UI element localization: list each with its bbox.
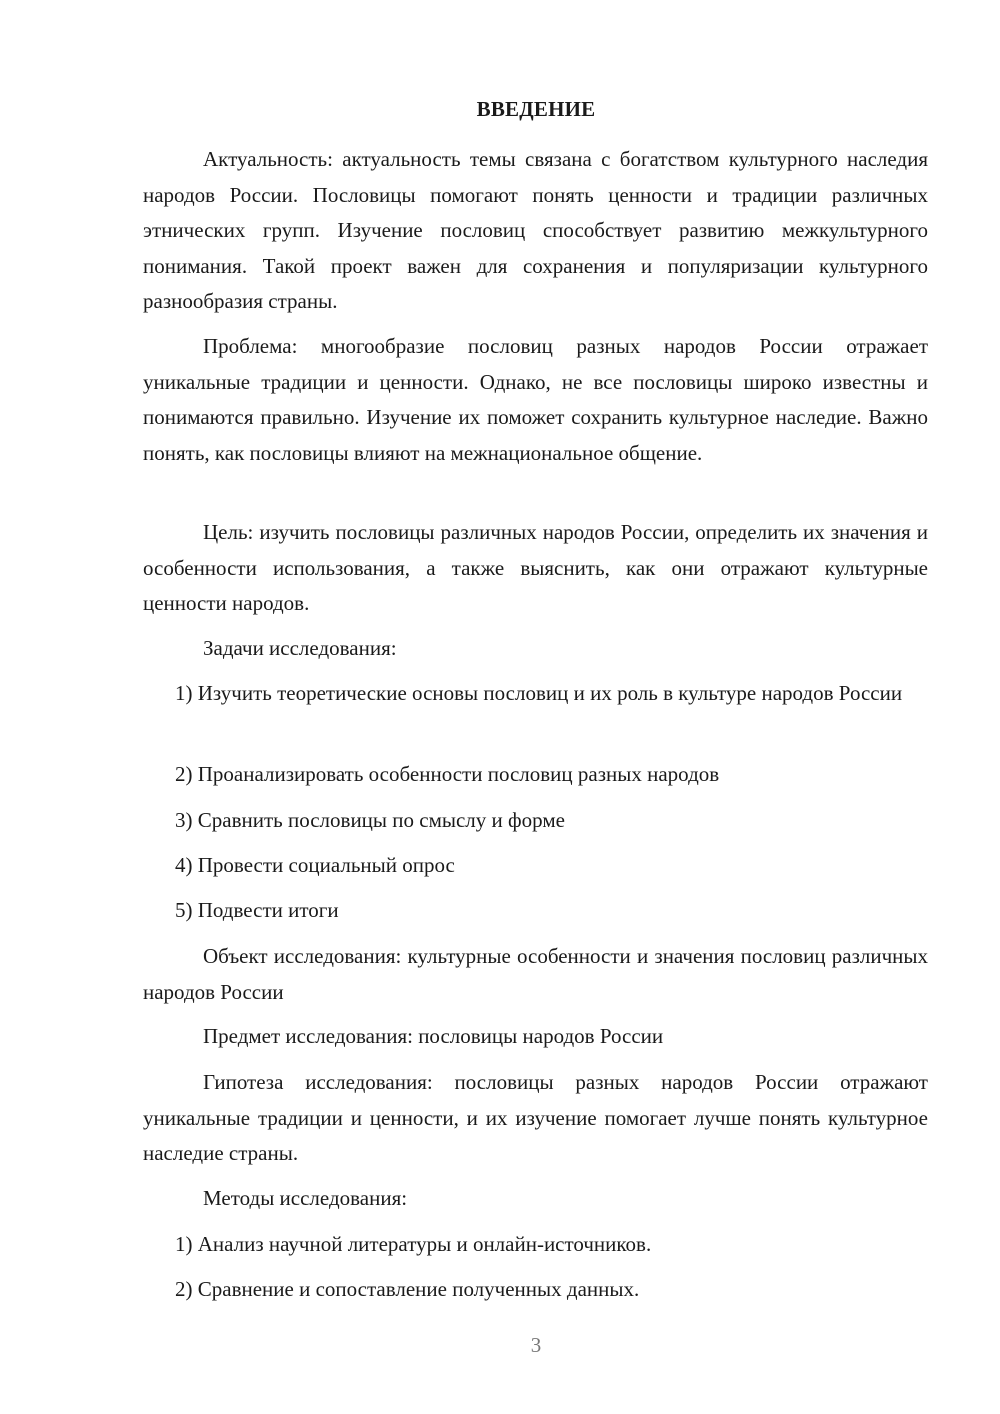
task-item-5: 5) Подвести итоги: [175, 898, 339, 922]
method-item-1: 1) Анализ научной литературы и онлайн-источников.: [175, 1232, 652, 1256]
methods-title: Методы исследования:: [203, 1186, 408, 1210]
task-item-1: 1) Изучить теоретические основы пословиц и их роль в культуре народов России: [175, 681, 903, 705]
paragraph-problem: Проблема: многообразие пословиц разных народов России отражает уникальные традиции и ценности. Однако, не все пословицы широко известны и понимаются правильно. Изучение их поможет сохранить культурное наследие. Важно понять, как пословицы влияют на межнациональное общение.: [143, 334, 928, 465]
paragraph-relevance: Актуальность: актуальность темы связана с богатством культурного наследия народов России. Пословицы помогают понять ценности и традиции различных этнических групп. Изучение пословиц способствует развитию межкультурного понимания. Такой проект важен для сохранения и популяризации культурного разнообразия страны.: [143, 147, 928, 314]
task-item-3: 3) Сравнить пословицы по смыслу и форме: [175, 808, 565, 832]
page-number: 3: [530, 1333, 542, 1357]
paragraph-object: Объект исследования: культурные особенности и значения пословиц различных народов России: [143, 944, 928, 1004]
task-item-4: 4) Провести социальный опрос: [175, 853, 455, 877]
paragraph-hypothesis: Гипотеза исследования: пословицы разных народов России отражают уникальные традиции и ценности, и их изучение помогает лучше понять культурное наследие страны.: [143, 1070, 928, 1166]
paragraph-goal: Цель: изучить пословицы различных народов России, определить их значения и особенности использования, а также выяснить, как они отражают культурные ценности народов.: [143, 520, 928, 616]
task-item-2: 2) Проанализировать особенности пословиц разных народов: [175, 762, 720, 786]
paragraph-subject: Предмет исследования: пословицы народов России: [203, 1024, 664, 1048]
method-item-2: 2) Сравнение и сопоставление полученных данных.: [175, 1277, 640, 1301]
section-heading: ВВЕДЕНИЕ: [476, 97, 596, 121]
tasks-title: Задачи исследования:: [203, 636, 397, 660]
